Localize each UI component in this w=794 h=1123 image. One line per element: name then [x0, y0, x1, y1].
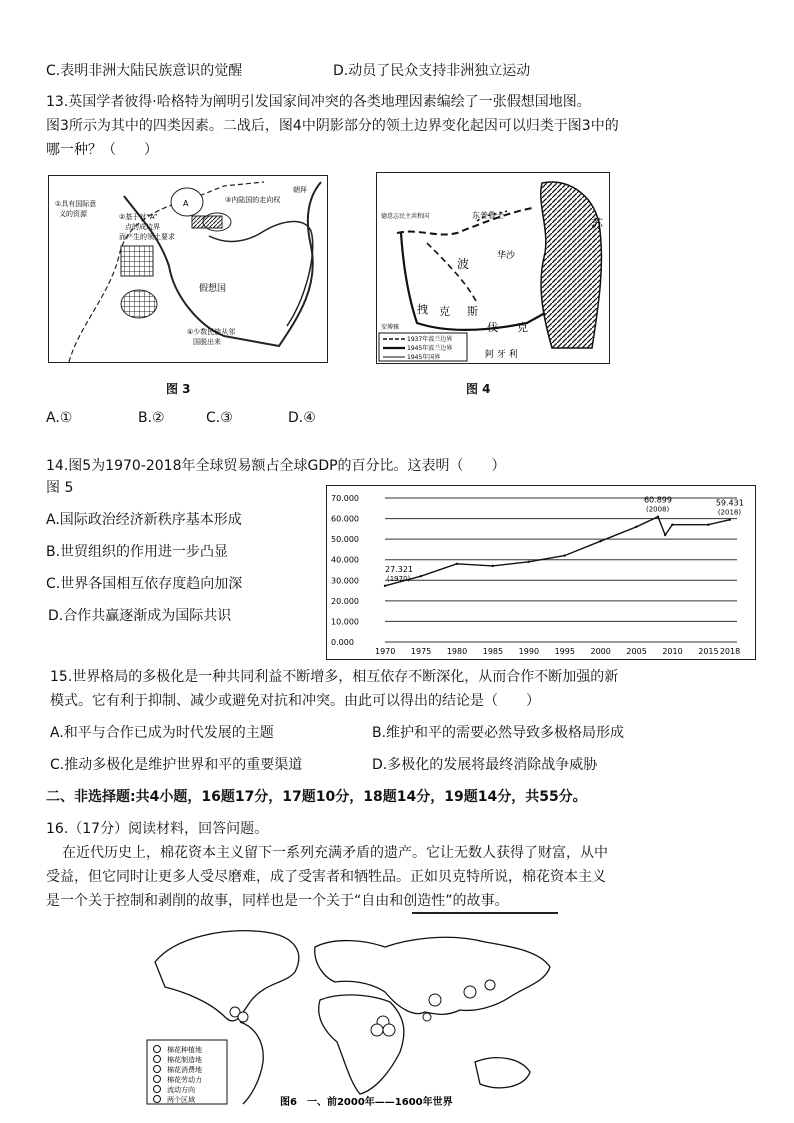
chart-x-tick-label: 1995: [554, 647, 575, 656]
chart-x-tick-label: 1970: [375, 647, 396, 656]
fig3-label2c: 而产生的领土要求: [119, 233, 175, 241]
chart-x-tick-label: 1980: [446, 647, 468, 656]
q15-option-b: B.维护和平的需要必然导致多极格局形成: [372, 725, 625, 741]
fig4-bottom-a: 拽: [417, 303, 428, 316]
fig6-legend-label: 棉花种植地: [167, 1046, 202, 1054]
chart-annotation-year: (2008): [645, 505, 670, 514]
fig3-corner: 朝拜: [293, 186, 307, 194]
q14-option-c: C.世界各国相互依存度趋向加深: [46, 576, 243, 592]
chart-data-point: [707, 524, 709, 526]
q15-option-d: D.多极化的发展将最终消除战争威胁: [372, 757, 598, 773]
chart-data-point: [456, 563, 458, 565]
chart-x-tick-label: 2000: [590, 647, 611, 656]
chart-y-tick-label: 10.000: [331, 617, 359, 627]
figure-5-chart: [326, 485, 756, 660]
fig4-su: 苏: [591, 217, 604, 231]
fig6-legend-symbol: [154, 1056, 161, 1063]
fig4-bottom-e: 克: [517, 321, 528, 334]
fig3-label1: ①具有国际意: [55, 200, 97, 208]
fig6-legend-symbol: [154, 1096, 161, 1103]
fig4-east-prussia: 东普鲁士: [472, 211, 504, 220]
chart-x-tick-label: 1975: [410, 647, 432, 656]
q16-para-line2: 受益，但它同时让更多人受尽磨难，成了受害者和牺牲品。正如贝克特所说，棉花资本主义: [46, 869, 606, 885]
q16-title: 16.（17分）阅读材料，回答问题。: [46, 821, 269, 837]
fig4-lower-left: 安博雅: [381, 324, 400, 331]
q12-option-d: D.动员了民众支持非洲独立运动: [333, 63, 531, 79]
q13-stem-line3: 哪一种？（ ）: [46, 142, 158, 158]
chart-x-tick-label: 1990: [518, 647, 540, 656]
chart-data-point: [599, 540, 601, 542]
q13-stem-line2: 图3所示为其中的四类因素。二战后，图4中阴影部分的领土边界变化起因可以归类于图3中的: [46, 118, 619, 134]
figure-3-map: [48, 175, 328, 363]
chart-y-tick-label: 70.000: [331, 494, 359, 503]
fig4-bottom-b: 克: [439, 305, 450, 318]
fig4-warsaw: 华沙: [497, 251, 516, 261]
q15-option-c: C.推动多极化是维护世界和平的重要渠道: [50, 757, 303, 773]
chart-data-point: [492, 565, 494, 567]
fig6-legend-symbol: [154, 1076, 161, 1083]
q13-option-b: B.②: [138, 410, 165, 426]
fig6-legend-symbol: [154, 1086, 161, 1093]
chart-data-point: [563, 554, 565, 556]
fig3-label4b: 国脱出来: [193, 338, 221, 346]
chart-annotation-value: 59.431: [715, 498, 744, 508]
fig3-center: 假想国: [199, 284, 227, 294]
fig3-label3: ③内陆国的走向权: [225, 196, 281, 204]
section-2-heading: 二、非选择题:共4小题，16题17分，17题10分，18题14分，19题14分，共55分。: [46, 789, 587, 805]
figure-6-world-map: [145, 922, 558, 1107]
figure-4-caption: 图 4: [466, 382, 491, 396]
chart-data-point: [384, 585, 386, 587]
chart-annotation-value: 60.899: [643, 495, 672, 505]
chart-data-point: [664, 534, 666, 536]
fig4-legend3: 1945年国界: [407, 354, 441, 361]
fig6-legend-label: 棉花劳动力: [167, 1076, 202, 1084]
chart-data-point: [729, 519, 731, 521]
chart-x-tick-label: 2018: [719, 647, 741, 656]
fig6-legend-label: 两个区域: [167, 1096, 195, 1104]
fig3-label4: ④少数民族从邻: [187, 328, 236, 336]
chart-data-point: [420, 575, 422, 577]
q13-option-a: A.①: [46, 410, 73, 426]
chart-data-point: [635, 526, 637, 528]
fig4-legend1: 1937年波兰边界: [407, 336, 453, 343]
q16-para-line3: 是一个关于控制和剥削的故事，同样也是一个关于“自由和创造性”的故事。: [46, 893, 509, 909]
chart-data-point: [657, 516, 659, 518]
figure-4-map: [376, 172, 610, 364]
fig4-left-label: 德意志民主共和国: [381, 213, 430, 220]
fig6-legend-label: 棉花制造地: [167, 1056, 202, 1064]
chart-y-tick-label: 40.000: [331, 555, 359, 565]
fig4-legend2: 1945年波兰边界: [407, 345, 453, 352]
q14-stem: 14.图5为1970-2018年全球贸易额占全球GDP的百分比。这表明（ ）: [46, 458, 506, 474]
underline-rule: [412, 912, 558, 914]
chart-annotation-year: (1970): [387, 574, 411, 583]
fig6-legend-symbol: [154, 1066, 161, 1073]
chart-x-tick-label: 2015: [698, 647, 719, 656]
chart-annotation-value: 27.321: [385, 564, 413, 574]
q15-stem-line1: 15.世界格局的多极化是一种共同利益不断增多，相互依存不断深化，从而合作不断加强的新: [50, 669, 619, 685]
fig3-label2b: 点的成边界: [125, 223, 160, 231]
q13-option-c: C.③: [206, 410, 233, 426]
chart-annotation-year: (2018): [717, 508, 742, 517]
chart-y-tick-label: 0.000: [331, 638, 354, 647]
q14-figure-label: 图 5: [46, 480, 74, 496]
chart-series-line: [385, 517, 730, 586]
q12-option-c: C.表明非洲大陆民族意识的觉醒: [46, 63, 243, 79]
chart-y-tick-label: 50.000: [331, 535, 359, 545]
q14-option-a: A.国际政治经济新秩序基本形成: [46, 512, 242, 528]
q16-para-line1: 在近代历史上，棉花资本主义留下一系列充满矛盾的遗产。它让无数人获得了财富，从中: [62, 845, 608, 861]
fig6-legend-symbol: [154, 1046, 161, 1053]
chart-x-tick-label: 1985: [482, 647, 504, 656]
q13-option-d: D.④: [288, 410, 316, 426]
chart-y-tick-label: 60.000: [331, 514, 359, 524]
figure-3-caption: 图 3: [166, 382, 191, 396]
fig4-bottom-d: 伐: [487, 321, 498, 334]
q14-option-d: D.合作共赢逐渐成为国际共识: [48, 608, 232, 624]
fig6-legend-label: 流动方向: [167, 1086, 195, 1094]
fig6-legend-label: 棉花消费地: [167, 1066, 202, 1074]
chart-data-point: [527, 561, 529, 563]
chart-data-point: [671, 524, 673, 526]
chart-y-tick-label: 30.000: [331, 576, 359, 586]
fig3-label1b: 义的资源: [59, 210, 87, 218]
fig4-poland: 波: [457, 257, 470, 271]
chart-x-tick-label: 2010: [662, 647, 683, 656]
fig4-lower-right: 阿 牙 利: [485, 350, 518, 360]
q15-option-a: A.和平与合作已成为时代发展的主题: [50, 725, 274, 741]
fig4-bottom-c: 斯: [467, 305, 478, 318]
fig6-caption: 图6 一、前2000年——1600年世界: [280, 1097, 453, 1107]
chart-y-tick-label: 20.000: [331, 596, 359, 606]
q14-option-b: B.世贸组织的作用进一步凸显: [46, 544, 229, 560]
q15-stem-line2: 模式。它有利于抑制、减少或避免对抗和冲突。由此可以得出的结论是（ ）: [50, 693, 540, 709]
q13-stem-line1: 13.英国学者彼得·哈格特为阐明引发国家间冲突的各类地理因素编绘了一张假想国地图。: [46, 94, 591, 110]
fig3-label2: ②基于对“A”: [119, 213, 158, 221]
chart-x-tick-label: 2005: [626, 647, 647, 656]
fig3-point-a: A: [183, 199, 189, 208]
